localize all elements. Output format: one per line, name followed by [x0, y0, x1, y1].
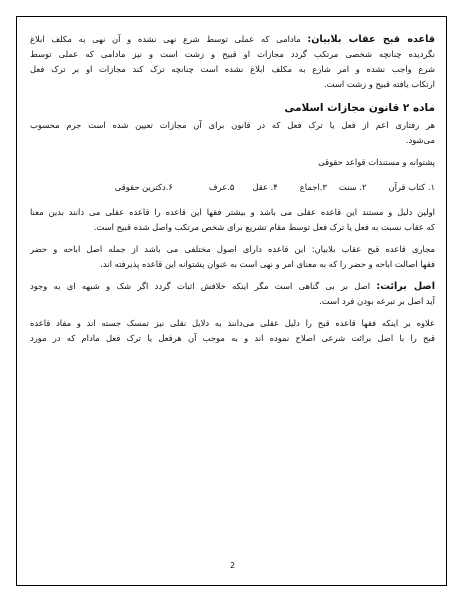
paragraph-baraat-line-1 — [30, 279, 435, 294]
sources-heading: پشتوانه و مستندات قواعد حقوقی — [318, 157, 435, 167]
source-item: ۱. کتاب قرآن — [388, 182, 435, 192]
source-item: ۵.عرف — [208, 182, 235, 192]
paragraph-text: مادامی که عملی توسط شرع نهی نشده و آن نهی به مکلف ابلاغ — [30, 34, 301, 44]
source-item: ۴. عقل — [252, 182, 278, 192]
paragraph-evidence-line-1: اولین دلیل و مستند این قاعده عقلی می باشد و بیشتر فقها این قاعده را قاعده عقلی می دانند بدین معنا — [30, 207, 435, 217]
sources-list — [30, 180, 435, 195]
document-body — [30, 32, 435, 346]
section-heading: ماده ۲ قانون مجازات اسلامی — [284, 102, 435, 114]
paragraph-article-line-2: می‌شود. — [405, 135, 435, 145]
page-number: 2 — [229, 561, 236, 570]
paragraph-evidence-line-2: که عقاب نسبت به فعل یا ترک فعل توسط مقام تشریع برای شخص مرتکب واصل شده قبیح است. — [93, 222, 435, 232]
paragraph-qubh-line-3: شرع واجب نشده و امر شارع به مکلف ابلاغ نشده است چنانچه ترک کند مجازات او بر ترک فعل — [30, 64, 435, 74]
paragraph-jurists-line-2: قبح را با اصل برائت شرعی اصلاح نموده اند و به موجب آن هرفعل یا ترک فعل مادام که در مورد — [30, 333, 435, 343]
paragraph-jurists-line-1: علاوه بر اینکه فقها قاعده قبح را دلیل عقلی می‌دانند به دلایل نقلی نیز تمسک جسته اند و مفاد قاعده — [30, 318, 435, 328]
paragraph-text: اصل بر بی گناهی است مگر اینکه خلافش اثبات گردد اگر شک و شبهه ای به وجود — [30, 281, 371, 291]
paragraph-qubh-line-2: نگردیده چنانچه شخصی مرتکب گردد مجازات او قبیح و زشت است و نیز مادامی که عملی توسط — [30, 49, 435, 59]
paragraph-channels-line-2: فقها اصالت اباحه و حضر را که به معنای امر و نهی است به عنوان پشتوانه این قاعده پذیرفته اند. — [100, 259, 435, 269]
source-item: ۲. سنت — [338, 182, 367, 192]
rule-title: قاعده قبح عقاب بلابیان: — [307, 34, 435, 45]
paragraph-qubh-line-1 — [30, 32, 435, 47]
paragraph-qubh-line-4: ارتکاب یافته قبیح و زشت است. — [323, 79, 435, 89]
paragraph-article-line-1: هر رفتاری اعم از فعل یا ترک فعل که در قانون برای آن مجازات تعیین شده است جرم محسوب — [30, 120, 435, 130]
principle-title: اصل برائت: — [376, 281, 435, 292]
source-item: ۳.اجماع — [299, 182, 327, 192]
source-item: ۶.دکترین حقوقی — [114, 182, 173, 192]
paragraph-baraat-line-2: آید اصل بر تبرعه بودن فرد است. — [319, 296, 435, 306]
paragraph-channels-line-1: مجاری قاعده قبح عقاب بلابیان: این قاعده دارای اصول مختلفی می باشد از جمله اصل اباحه و حضر — [30, 244, 435, 254]
